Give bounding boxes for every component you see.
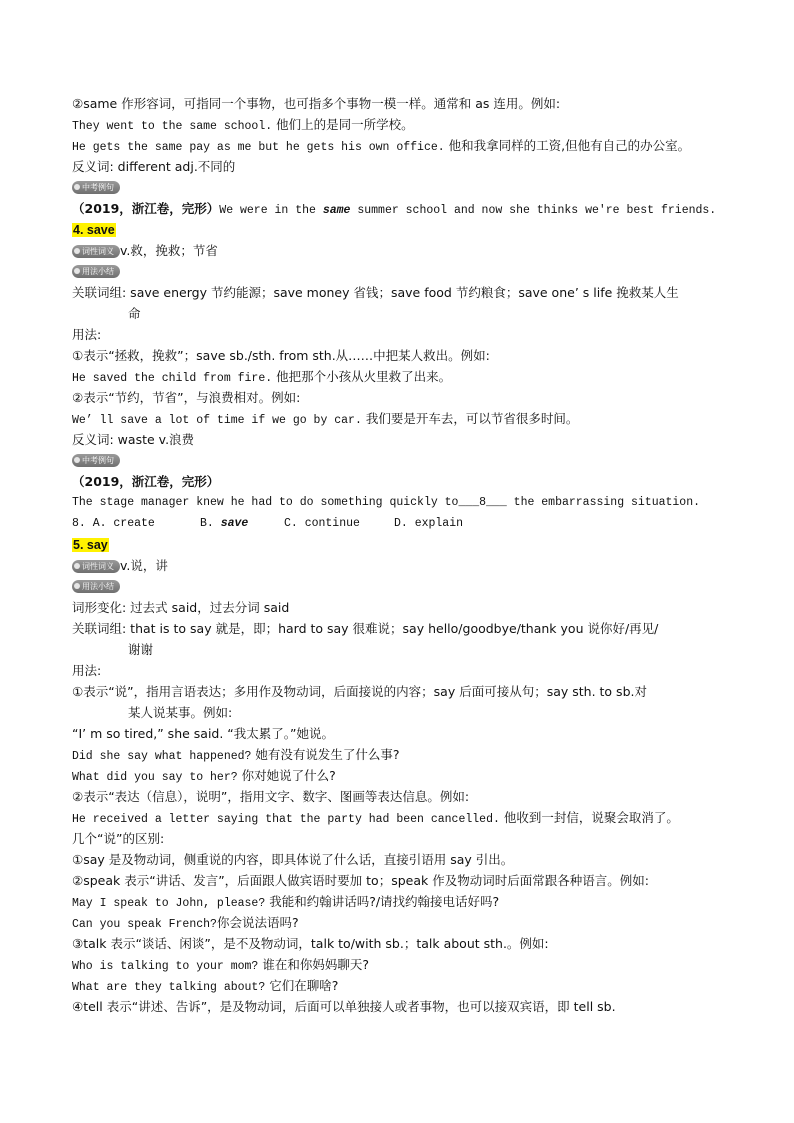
- phrase-line-cont: 命: [128, 306, 141, 321]
- word-forms: 词形变化: 过去式 said，过去分词 said: [72, 600, 290, 615]
- example-line: May I speak to John, please? 我能和约翰讲话吗?/请找约翰接电话好吗?: [72, 894, 500, 910]
- antonym-line: 反义词: different adj.不同的: [72, 159, 236, 174]
- phrase-line: 关联词组: that is to say 就是，即；hard to say 很难说；say hello/goodbye/thank you 说你好/再见/: [72, 621, 659, 636]
- part-of-speech-tag: 词性词义: [72, 560, 120, 573]
- example-line: Did she say what happened? 她有没有说发生了什么事?: [72, 747, 400, 763]
- antonym-line: 反义词: waste v.浪费: [72, 432, 195, 447]
- example-line: Who is talking to your mom? 谁在和你妈妈聊天?: [72, 957, 369, 973]
- exam-example-tag: 中考例句: [72, 181, 120, 194]
- usage-heading: 用法:: [72, 327, 102, 342]
- example-line: He gets the same pay as me but he gets his own office. 他和我拿同样的工资,但他有自己的办公室。: [72, 138, 691, 154]
- word-heading-say: 5. say: [73, 538, 108, 552]
- usage-item: ①say 是及物动词，侧重说的内容，即具体说了什么话，直接引语用 say 引出。: [72, 852, 514, 867]
- example-line: He saved the child from fire. 他把那个小孩从火里救了出来。: [72, 369, 452, 385]
- usage-item: ②表示“节约，节省”，与浪费相对。例如:: [72, 390, 301, 405]
- example-line: He received a letter saying that the party had been cancelled. 他收到一封信，说聚会取消了。: [72, 810, 679, 826]
- exam-source: （2019，浙江卷，完形）: [72, 474, 220, 489]
- usage-item: ①表示“拯救，挽救”；save sb./sth. from sth.从……中把某人救出。例如:: [72, 348, 490, 363]
- example-line: Can you speak French?你会说法语吗?: [72, 915, 299, 931]
- exam-question: The stage manager knew he had to do something quickly to___8___ the embarrassing situation.: [72, 496, 701, 509]
- document-page: [72, 93, 732, 1017]
- usage-item: ④tell 表示“讲述、告诉”，是及物动词，后面可以单独接人或者事物，也可以接双宾语，即 tell sb.: [72, 999, 616, 1014]
- part-of-speech-tag: 词性词义: [72, 245, 120, 258]
- example-line: They went to the same school. 他们上的是同一所学校。: [72, 117, 414, 133]
- answer-options: 8. A. create B. save C. continue D. explain: [72, 517, 464, 530]
- word-heading-save: 4. save: [73, 223, 115, 237]
- example-line: “I’ m so tired,” she said. “我太累了。”她说。: [72, 726, 335, 741]
- usage-summary-tag: 用法小结: [72, 265, 120, 278]
- text-line: ②same 作形容词，可指同一个事物，也可指多个事物一模一样。通常和 as 连用。例如:: [72, 96, 561, 111]
- phrase-line: 关联词组: save energy 节约能源；save money 省钱；save food 节约粮食；save one’ s life 挽救某人生: [72, 285, 679, 300]
- usage-item: ①表示“说”，指用言语表达；多用作及物动词，后面接说的内容；say 后面可接从句；say sth. to sb.对: [72, 684, 647, 699]
- example-line: We’ ll save a lot of time if we go by car. 我们要是开车去，可以节省很多时间。: [72, 411, 579, 427]
- usage-item-cont: 某人说某事。例如:: [128, 705, 233, 720]
- definition-text: v.救，挽救；节省: [120, 243, 218, 258]
- example-line: What did you say to her? 你对她说了什么?: [72, 768, 336, 784]
- definition-text: v.说，讲: [120, 558, 168, 573]
- exam-example-line: （2019，浙江卷，完形）We were in the same summer school and now she thinks we're best friends.: [72, 201, 717, 217]
- section-heading: 几个“说”的区别:: [72, 831, 165, 846]
- example-line: What are they talking about? 它们在聊啥?: [72, 978, 339, 994]
- exam-example-tag: 中考例句: [72, 454, 120, 467]
- usage-item: ③talk 表示“谈话、闲谈”，是不及物动词，talk to/with sb.；talk about sth.。例如:: [72, 936, 549, 951]
- usage-item: ②表示“表达（信息），说明”，指用文字、数字、图画等表达信息。例如:: [72, 789, 470, 804]
- usage-heading: 用法:: [72, 663, 102, 678]
- usage-summary-tag: 用法小结: [72, 580, 120, 593]
- phrase-line-cont: 谢谢: [128, 642, 154, 657]
- usage-item: ②speak 表示“讲话、发言”，后面跟人做宾语时要加 to；speak 作及物动词时后面常跟各种语言。例如:: [72, 873, 649, 888]
